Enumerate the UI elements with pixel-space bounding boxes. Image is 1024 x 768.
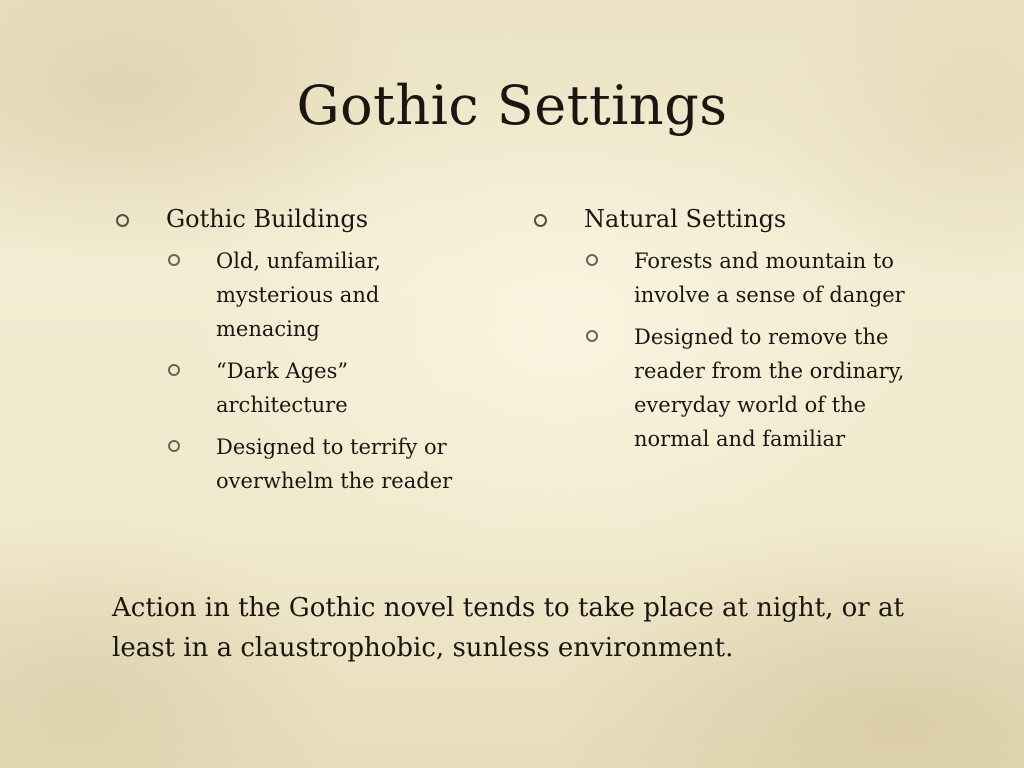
sub-bullet-list bbox=[584, 244, 920, 456]
right-column bbox=[530, 200, 920, 464]
sub-bullet-list bbox=[166, 244, 492, 498]
hollow-circle-bullet-icon bbox=[116, 214, 129, 227]
sub-bullet-text: “Dark Ages” architecture bbox=[216, 359, 349, 417]
sub-bullet-item bbox=[584, 244, 920, 312]
sub-bullet-item bbox=[166, 244, 492, 346]
hollow-circle-bullet-icon bbox=[168, 364, 180, 376]
hollow-circle-bullet-icon bbox=[168, 254, 180, 266]
sub-bullet-text: Old, unfamiliar, mysterious and menacing bbox=[216, 249, 382, 341]
hollow-circle-bullet-icon bbox=[586, 330, 598, 342]
hollow-circle-bullet-icon bbox=[586, 254, 598, 266]
left-column bbox=[112, 200, 492, 506]
slide-footer-text: Action in the Gothic novel tends to take place at night, or at least in a claustrophobic, sunless environment. bbox=[112, 593, 904, 663]
bullet-item-natural-settings bbox=[530, 200, 920, 456]
bullet-heading: Gothic Buildings bbox=[166, 205, 369, 233]
sub-bullet-text: Forests and mountain to involve a sense of danger bbox=[634, 249, 905, 307]
sub-bullet-text: Designed to terrify or overwhelm the reader bbox=[216, 435, 453, 493]
slide-title: Gothic Settings bbox=[296, 74, 728, 137]
hollow-circle-bullet-icon bbox=[168, 440, 180, 452]
bullet-item-gothic-buildings bbox=[112, 200, 492, 498]
hollow-circle-bullet-icon bbox=[534, 214, 547, 227]
sub-bullet-text: Designed to remove the reader from the ordinary, everyday world of the normal and familiar bbox=[634, 325, 905, 451]
sub-bullet-item bbox=[584, 320, 920, 456]
sub-bullet-item bbox=[166, 430, 492, 498]
sub-bullet-item bbox=[166, 354, 492, 422]
bullet-heading: Natural Settings bbox=[584, 205, 787, 233]
